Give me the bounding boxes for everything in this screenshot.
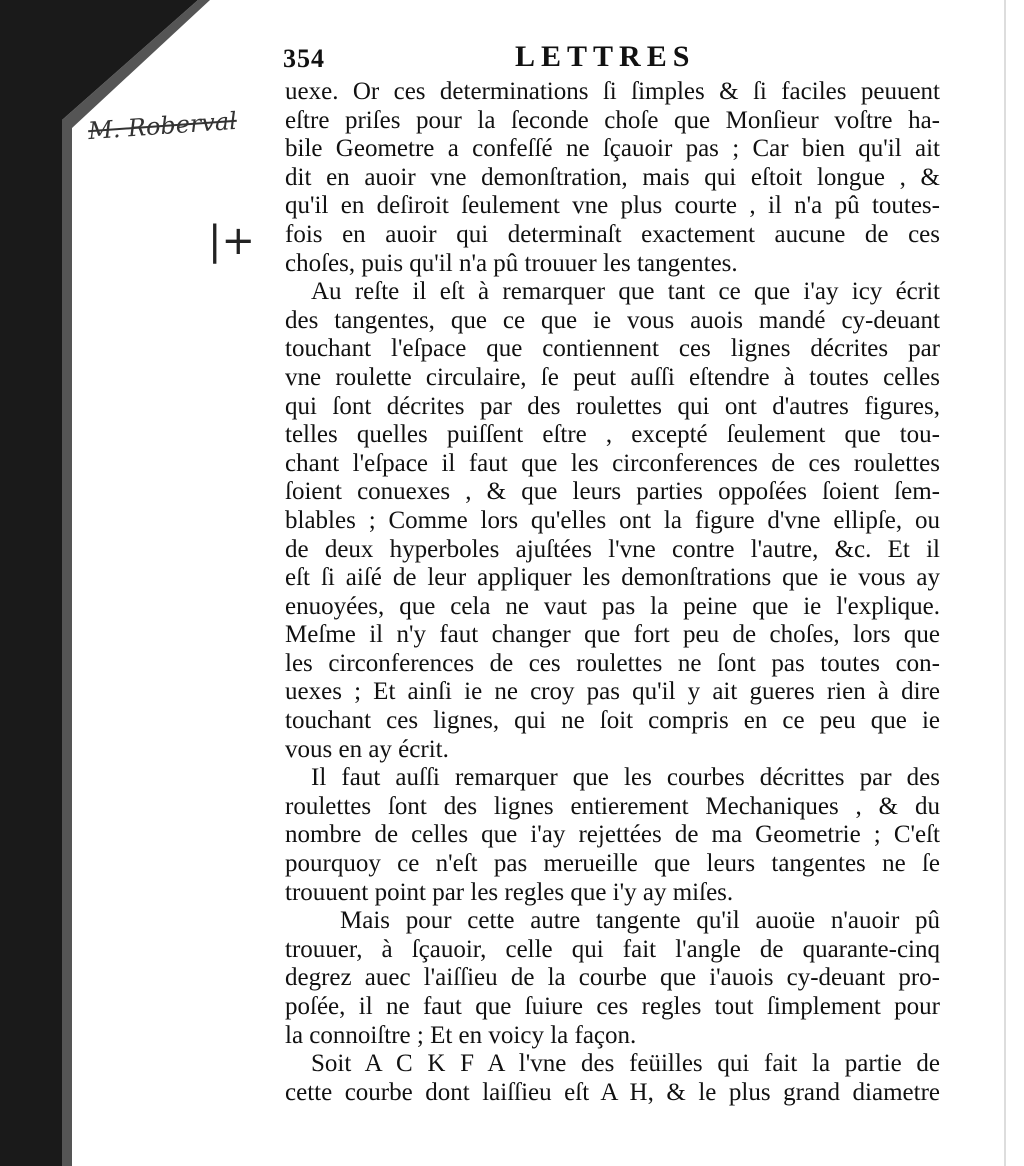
text-line: qui ſont décrites par des roulettes qui ont d'autres figures, bbox=[285, 392, 940, 420]
text-line: eſt ſi aiſé de leur appliquer les demonſtrations que ie vous ay bbox=[285, 564, 940, 592]
text-line: trouuer, à ſçauoir, celle qui fait l'angle de quarante-cinq bbox=[285, 935, 940, 963]
text-line: uexe. Or ces determinations ſi ſimples & ſi faciles peuuent bbox=[285, 78, 940, 105]
text-line: les circonferences de ces roulettes ne ſont pas toutes con- bbox=[285, 649, 940, 677]
running-head: LETTRES bbox=[515, 40, 696, 73]
text-line: roulettes ſont des lignes entierement Mechaniques , & du bbox=[285, 792, 940, 820]
text-line: touchant ces lignes, qui ne ſoit compris en ce peu que ie bbox=[285, 707, 940, 735]
marginal-mark: |+ bbox=[208, 218, 255, 264]
text-line: chant l'eſpace il faut que les circonferences de ces roulettes bbox=[285, 449, 940, 477]
text-line: uexes ; Et ainſi ie ne croy pas qu'il y ait gueres rien à dire bbox=[285, 678, 940, 706]
text-line: touchant l'eſpace que contiennent ces lignes décrites par bbox=[285, 335, 940, 363]
text-line: la connoiſtre ; Et en voicy la façon. bbox=[285, 1021, 637, 1049]
text-line: dit en auoir vne demonſtration, mais qui eſtoit longue , & bbox=[285, 163, 940, 191]
text-line: Soit A C K F A l'vne des feüilles qui fait la partie de bbox=[311, 1050, 940, 1078]
text-line: cette courbe dont laiſſieu eſt A H, & le plus grand diametre bbox=[285, 1078, 940, 1106]
page-number: 354 bbox=[283, 44, 325, 73]
body-text bbox=[285, 78, 940, 1107]
text-line: vous en ay écrit. bbox=[285, 735, 449, 763]
text-line: vne roulette circulaire, ſe peut auſſi eſtendre à toutes celles bbox=[285, 363, 940, 391]
text-line: Mais pour cette autre tangente qu'il auoüe n'auoir pû bbox=[340, 907, 940, 935]
text-line: Il faut auſſi remarquer que les courbes décrittes par des bbox=[311, 764, 940, 792]
text-line: nombre de celles que i'ay rejettées de ma Geometrie ; C'eſt bbox=[285, 821, 940, 849]
text-line: fois en auoir qui determinaſt exactement aucune de ces bbox=[285, 220, 940, 248]
text-line: qu'il en deſiroit ſeulement vne plus courte , il n'a pû toutes- bbox=[285, 192, 940, 220]
text-line: enuoyées, que cela ne vaut pas la peine que ie l'explique. bbox=[285, 592, 940, 620]
text-line: poſée, il ne faut que ſuiure ces regles tout ſimplement pour bbox=[285, 993, 940, 1020]
text-line: blables ; Comme lors qu'elles ont la figure d'vne ellipſe, ou bbox=[285, 506, 940, 534]
page-header bbox=[283, 40, 943, 80]
text-line: Meſme il n'y faut changer que fort peu de choſes, lors que bbox=[285, 621, 940, 649]
text-line: bile Geometre a confeſſé ne ſçauoir pas ; Car bien qu'il ait bbox=[285, 135, 940, 163]
text-line: pourquoy ce n'eſt pas merueille que leurs tangentes ne ſe bbox=[285, 850, 940, 878]
text-line: degrez auec l'aiſſieu de la courbe que i'auois cy-deuant pro- bbox=[285, 964, 940, 992]
text-line: ſoient conuexes , & que leurs parties oppoſées ſoient ſem- bbox=[285, 478, 940, 506]
text-line: choſes, puis qu'il n'a pû trouuer les tangentes. bbox=[285, 249, 738, 277]
text-line: Au reſte il eſt à remarquer que tant ce que i'ay icy écrit bbox=[311, 278, 940, 306]
marginal-annotation: M. Roberval bbox=[87, 106, 238, 146]
text-line: telles quelles puiſſent eſtre , excepté ſeulement que tou- bbox=[285, 421, 940, 449]
text-line: eſtre priſes pour la ſeconde choſe que Monſieur voſtre ha- bbox=[285, 106, 940, 134]
text-line: trouuent point par les regles que i'y ay miſes. bbox=[285, 878, 734, 906]
text-line: des tangentes, que ce que ie vous auois mandé cy-deuant bbox=[285, 306, 940, 334]
text-line: de deux hyperboles ajuſtées l'vne contre l'autre, &c. Et il bbox=[285, 535, 940, 563]
